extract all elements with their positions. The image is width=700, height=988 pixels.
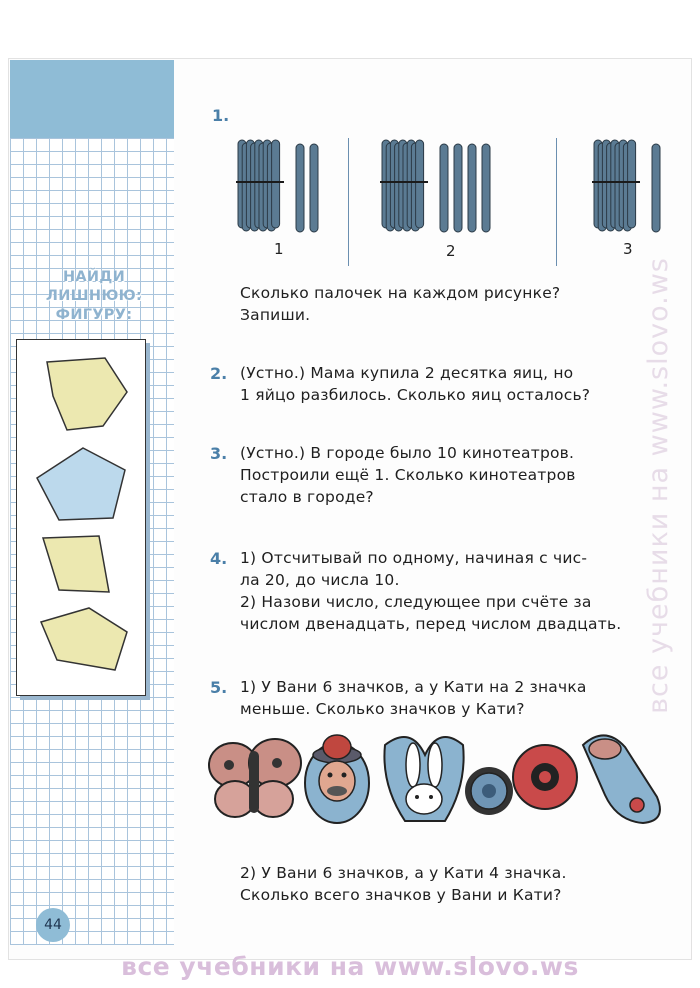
task-4-line-1: 1) Отсчитывай по одному, начиная с чис- — [240, 549, 588, 567]
page-number: 44 — [36, 908, 70, 942]
figure-divider-2 — [556, 138, 557, 266]
bunny-badge — [384, 737, 463, 821]
task-5b-line-2: Сколько всего значков у Вани и Кати? — [240, 886, 562, 904]
odd-title-line-2: ЛИШНЮЮ: — [45, 288, 143, 304]
task-4-line-3: 2) Назови число, следующее при счёте за — [240, 593, 592, 611]
stick — [628, 140, 636, 228]
task-2-line-1: (Устно.) Мама купила 2 десятка яиц, но — [240, 364, 574, 382]
task-4-text — [240, 547, 660, 635]
stick — [296, 144, 304, 232]
task-1-number: 1. — [212, 106, 230, 125]
task-5-text-a — [240, 676, 660, 720]
stick — [310, 144, 318, 232]
task-5-text-b — [240, 862, 660, 906]
stick — [416, 140, 424, 228]
bottom-watermark: все учебники на www.slovo.ws — [121, 952, 579, 981]
side-watermark-text: все учебники на www.slovo.ws — [642, 256, 674, 714]
task-4-line-2: ла 20, до числа 10. — [240, 571, 400, 589]
side-watermark — [640, 130, 676, 840]
task-1-line-2: Запиши. — [240, 306, 311, 324]
odd-title-line-3: ФИГУРУ: — [55, 307, 133, 323]
task-2-number: 2. — [210, 364, 228, 383]
task-3-text — [240, 442, 660, 508]
task-5-number: 5. — [210, 678, 228, 697]
task-1-line-1: Сколько палочек на каждом рисунке? — [240, 284, 561, 302]
badges-row — [205, 725, 665, 830]
task-3-number: 3. — [210, 444, 228, 463]
stick — [482, 144, 490, 232]
stick — [440, 144, 448, 232]
sticks-figures — [230, 130, 670, 265]
stick — [454, 144, 462, 232]
figure-divider-1 — [348, 138, 349, 266]
task-3-line-3: стало в городе? — [240, 488, 374, 506]
figure-label-3: 3 — [623, 240, 633, 258]
blue-flower-badge — [465, 767, 513, 815]
butterfly-badge — [209, 739, 301, 817]
task-2-line-2: 1 яйцо разбилось. Сколько яиц осталось? — [240, 386, 591, 404]
task-5a-line-2: меньше. Сколько значков у Кати? — [240, 700, 525, 718]
task-4-line-4: числом двенадцать, перед числом двадцать. — [240, 615, 622, 633]
odd-title-line-1: НАЙДИ — [62, 269, 126, 285]
task-4-number: 4. — [210, 549, 228, 568]
task-1-text — [240, 282, 640, 326]
task-2-text — [240, 362, 660, 406]
man-in-hat-badge — [305, 735, 369, 823]
red-flower-badge — [513, 745, 577, 809]
task-3-line-1: (Устно.) В городе было 10 кинотеатров. — [240, 444, 575, 462]
task-5a-line-1: 1) У Вани 6 значков, а у Кати на 2 значка — [240, 678, 587, 696]
stick — [468, 144, 476, 232]
task-5b-line-1: 2) У Вани 6 значков, а у Кати 4 значка. — [240, 864, 567, 882]
task-3-line-2: Построили ещё 1. Сколько кинотеатров — [240, 466, 576, 484]
stick — [272, 140, 280, 228]
figure-label-2: 2 — [446, 242, 456, 260]
figure-label-1: 1 — [274, 240, 284, 258]
